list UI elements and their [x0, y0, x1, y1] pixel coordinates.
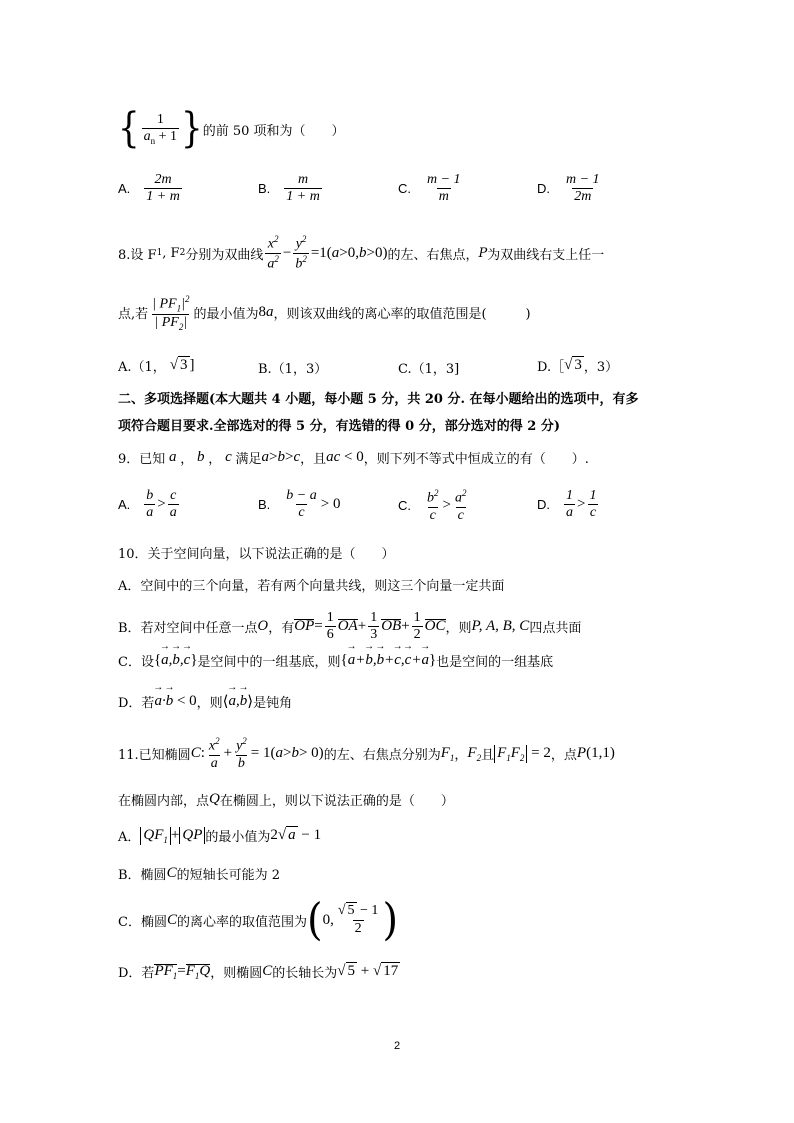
q11-text-2: 的左、右焦点分别为	[323, 748, 441, 764]
q7-fraction: $\frac{1}{a_n + 1}$	[143, 112, 178, 146]
section-2-heading-2: 项符合题目要求.全部选对的得 5 分，有选错的得 0 分，部分选对的得 2 分)	[118, 419, 560, 434]
left-brace: {	[118, 105, 140, 154]
frac-den: 1 + m	[286, 189, 320, 205]
q10-option-d: D．若 a →·b → < 0 ，则 ⟨ a →,b → ⟩ 是钝角	[118, 692, 292, 711]
q8-option-d: D.［ √ 3 ，3）	[537, 357, 619, 375]
q7-stem	[118, 105, 345, 154]
q11-d-text-3: 的长轴长为	[272, 966, 338, 981]
option-text: B.（1，3）	[258, 362, 328, 377]
q8-text-4: 的左、右焦点，	[387, 247, 479, 263]
frac-den: 1 + m	[146, 189, 180, 205]
q8-option-c	[398, 358, 459, 377]
q10-c-text-2: 是空间中的一组基底，则	[197, 655, 341, 670]
q11-text-6: 在椭圆内部，点	[118, 794, 210, 809]
q9-text-3: ，且	[300, 452, 327, 467]
q11-option-d: D．若 $PF_1$ = $F_1Q$ ，则椭圆 C 的长轴长为 √ 5 + √ 17	[118, 962, 399, 981]
q10-b-text-4: ，则	[445, 621, 472, 637]
q8-frac-x: $\frac{x^2}{a^2}$	[267, 234, 279, 272]
q10-b-text-1: B．若对空间中任意一点	[118, 621, 258, 637]
q9-stem: 9．已知 a ， b ， c 满足 a > b > c ，且 ac < 0 ，则下列不等式中恒成立的有（ ）.	[118, 449, 589, 467]
option-label: C.	[398, 498, 411, 514]
frac-num: m − 1	[427, 172, 461, 187]
q9-text-1: 9．已知	[118, 452, 166, 467]
q8-text-9: ，则该双曲线的离心率的取值范围是( )	[273, 307, 531, 323]
option-text: C.（1，3]	[398, 362, 460, 377]
q11-text-7: 在椭圆上，则以下说法正确的是（ ）	[219, 794, 454, 809]
q10-option-a: A．空间中的三个向量，若有两个向量共线，则这三个向量一定共面	[118, 579, 505, 594]
frac-num: m − 1	[566, 172, 600, 187]
q11-b-text-1: B．椭圆	[118, 868, 167, 883]
q11-option-b: B．椭圆 C 的短轴长可能为 2	[118, 865, 280, 883]
section-2-heading-1: 二、多项选择题(本大题共 4 小题，每小题 5 分，共 20 分. 在每小题给出的选项中，有多	[118, 392, 639, 407]
q11-stem-2: 在椭圆内部，点 Q 在椭圆上，则以下说法正确的是（ ）	[118, 791, 454, 809]
q8-frac-pf: $\frac{| PF_1|^2}{| PF_2|}$	[152, 294, 190, 332]
frac-den: 2m	[574, 189, 592, 205]
q8-text-3: 分别为双曲线	[185, 247, 264, 263]
page-number: 2	[394, 1040, 401, 1052]
option-label: A.	[118, 181, 131, 197]
q11-b-text-2: 的短轴长可能为 2	[176, 868, 280, 883]
q11-c-text-1: C．椭圆	[118, 914, 167, 930]
q10-c-text-3: 也是空间的一组基底	[436, 655, 554, 670]
option-label: B.	[258, 497, 271, 513]
q10-d-text-3: 是钝角	[253, 696, 293, 711]
q8-p: P	[478, 245, 488, 261]
q10-c-text-1: C．设	[118, 655, 154, 670]
option-label: D.	[537, 497, 550, 513]
q7-option-c	[398, 172, 465, 205]
q9-text-2: 满足	[235, 452, 262, 467]
q11-d-text-1: D．若	[118, 966, 155, 981]
q11-option-c: C．椭圆 C 的离心率的取值范围为 ( 0, $\frac{√ 5 - 1}{2}$ )	[118, 894, 399, 946]
q11-text-3: ，	[454, 748, 468, 764]
q8-text-7: 点,若	[118, 307, 149, 323]
q8-stem: 8.设 F 1 , F 2 分别为双曲线 $\frac{x^2}{a^2}$ − $\frac{y^2}{b^2}$ =1( a >0, b >0) 的左、右焦点， P 为双曲线右支上任一	[118, 234, 605, 272]
q8-text-6: 为双曲线右支上任一	[487, 247, 605, 263]
q8-text-2: , F	[162, 245, 180, 261]
q8-option-a: A.（1， √ 3 ]	[118, 357, 195, 375]
q11-a-text-2: 的最小值为	[205, 830, 271, 845]
q7-option-b	[258, 172, 324, 205]
option-label: A.	[118, 497, 131, 513]
q11-text-5: ，点	[550, 748, 577, 764]
q11-c-text-2: 的离心率的取值范围为	[176, 914, 307, 930]
q10-b-text-5: 四点共面	[529, 621, 582, 637]
q10-d-text-2: ，则	[196, 696, 223, 711]
q11-text-4: 且	[481, 748, 495, 764]
option-text: A.（1，	[118, 360, 166, 375]
q11-a-text-1: A．	[118, 830, 141, 845]
q8-stem-2: 点,若 $\frac{| PF_1|^2}{| PF_2|}$ 的最小值为 8 a ，则该双曲线的离心率的取值范围是( )	[118, 294, 531, 332]
q8-text-8: 的最小值为	[193, 307, 259, 323]
option-label: C.	[398, 181, 411, 197]
option-text: ，3）	[583, 360, 619, 375]
q10-b-text-3: ，有	[268, 621, 295, 637]
q10-d-text-1: D．若	[118, 696, 155, 711]
frac-num: m	[298, 172, 309, 187]
frac-den: m	[438, 189, 449, 205]
q7-option-d	[537, 172, 604, 205]
q7-stem-text: 的前 50 项和为（ ）	[202, 123, 345, 139]
option-label: B.	[258, 181, 271, 197]
q9-option-d: D. $\frac{1}{a}$ > $\frac{1}{c}$	[537, 488, 597, 521]
q9-text-4: ，则下列不等式中恒成立的有（ ）.	[363, 452, 589, 467]
q10-stem: 10．关于空间向量，以下说法正确的是（ ）	[118, 547, 395, 562]
q10-option-c: C．设 { a →,b →,c → } 是空间中的一组基底，则 { a →+b →,b →+c →,c →+a → } 也是空间的一组基底	[118, 651, 553, 670]
q11-option-a: A． $QF_1$ + QP 的最小值为 2√ a − 1	[118, 826, 322, 845]
option-text: D.［	[537, 360, 565, 375]
q9-option-c: C. $\frac{b^2}{c}$ > $\frac{a^2}{c}$	[398, 488, 467, 523]
q8-option-b	[258, 358, 327, 377]
right-brace: }	[181, 105, 203, 154]
q9-option-a: A. $\frac{b}{a}$ > $\frac{c}{a}$	[118, 488, 177, 521]
q8-text-1: 8.设 F	[118, 247, 157, 263]
frac-num: 2m	[154, 172, 172, 187]
q9-option-b: B. $\frac{b - a}{c}$ > 0	[258, 488, 341, 521]
q7-option-a	[118, 172, 184, 205]
option-label: D.	[537, 181, 550, 197]
q11-text-1: 11.已知椭圆	[118, 748, 191, 764]
q10-option-b: B．若对空间中任意一点 O ，有 OP = $\frac{1}{6}$ OA + $\frac{1}{3}$ OB + $\frac{1}{2}$ OC ，则 P, A, B, C 四点共面	[118, 610, 582, 643]
q11-stem: 11.已知椭圆 C : $\frac{x^2}{a}$ + $\frac{y^2}{b}$ = 1( a > b > 0) 的左、右焦点分别为 $F_1$ ， $F_2$ 且 $F_1F_2$ = 2 ，点 P (1,1)	[118, 736, 615, 771]
q11-d-text-2: ，则椭圆	[210, 966, 263, 981]
q10-b-o: O	[257, 619, 269, 635]
q8-frac-y: $\frac{y^2}{b^2}$	[295, 234, 307, 272]
